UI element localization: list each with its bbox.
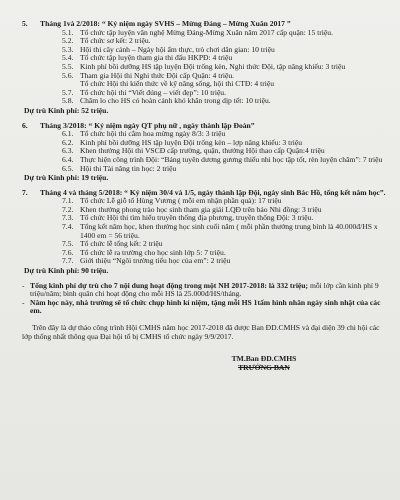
item-text: Thực hiện công trình Đội: “Bảng tuyên dương gương thiếu nhi học tập tốt, rèn luyện chăm”: 7 triệu — [80, 154, 383, 164]
item-number: 6.4. — [62, 154, 74, 164]
item-text: Tổ chức sơ kết: 2 triệu. — [80, 36, 151, 46]
section-7 — [22, 189, 386, 276]
item-text: Tham gia Hội thi Nghi thức Đội cấp Quận: 4 triệu. — [80, 70, 235, 80]
signature-org: TM.Ban ĐD.CMHS — [231, 354, 297, 364]
item-text: Hội thi Tài năng tin học: 2 triệu — [80, 163, 177, 173]
item-text: Tổ chức Hội thi kiến thức về kỹ năng sống, hội thi CTĐ: 4 triệu — [80, 79, 275, 89]
section-budget: Dự trù Kinh phí: 19 triệu. — [24, 173, 109, 183]
item-text: Khen thưởng Hội thi VSCĐ cấp trường, quận, thưởng Hội thao cấp Quận:4 triệu — [80, 146, 325, 156]
section-budget: Dự trù Kinh phí: 90 triệu. — [24, 266, 109, 276]
section-number: 7. — [22, 187, 28, 197]
item-number: 6.5. — [62, 163, 74, 173]
summary-text: Năm học này, nhà trường sẽ tổ chức chụp hình kỉ niệm, tặng mỗi HS 1tấm hình nhân ngày sinh nhật của các em. — [30, 297, 381, 316]
section-title: Tháng 4 và tháng 5/2018: “ Kỷ niệm 30/4 và 1/5, ngày thành lập Đội, ngày sinh Bác Hồ, tổng kết năm học”. — [40, 187, 386, 197]
item-number: 5.4. — [62, 53, 74, 63]
list-item — [62, 165, 386, 174]
summary-total: Tổng kinh phí dự trù cho 7 nội dung hoạt động trong một NH 2017-2018: là 332 triệu; — [30, 280, 309, 290]
item-text: Tổ chức lễ ra trường cho học sinh lớp 5: 7 triệu. — [80, 247, 226, 257]
item-number: 6.2. — [62, 137, 74, 147]
item-list — [62, 197, 386, 266]
budget-summary — [22, 282, 386, 316]
item-number: 5.6. — [62, 70, 74, 80]
summary-detail: mỗi lớp cần kinh phí 9 triệu/năm; bình quân chi hoạt động cho mỗi HS là 25.000đ/HS/tháng. — [30, 280, 379, 299]
dash-bullet-icon: - — [22, 297, 25, 307]
item-text: Giới thiệu “Ngôi trường tiểu học của em”: 2 triệu — [80, 256, 231, 266]
summary-line — [22, 282, 386, 299]
item-number: 5.3. — [62, 44, 74, 54]
section-title: Tháng 1và 2/2018: “ Kỷ niệm ngày SVHS – Mừng Đảng – Mừng Xuân 2017 ” — [40, 19, 291, 28]
item-text: Chăm lo cho HS có hoàn cảnh khó khăn trong dịp tết: 10 triệu. — [80, 96, 271, 106]
item-text: Tổ chức tập luyện văn nghệ Mừng Đảng-Mừng Xuân năm 2017 cấp quận: 15 triệu. — [80, 27, 333, 37]
section-number: 5. — [22, 19, 28, 28]
item-number: 6.3. — [62, 146, 74, 156]
section-title: Tháng 3/2018: “ Kỷ niệm ngày QT phụ nữ , ngày thành lập Đoàn” — [40, 120, 255, 130]
section-5 — [22, 20, 386, 116]
item-number: 5.7. — [62, 87, 74, 97]
item-number: 5.1. — [62, 27, 74, 37]
item-text: Kinh phí bồi dưỡng HS tập luyện Đội trống kèn, Nghi thức Đội, tập năng khiếu: 3 triệu — [80, 61, 346, 71]
item-number: 7.1. — [62, 196, 74, 206]
item-number: 7.2. — [62, 204, 74, 214]
summary-line — [22, 299, 386, 316]
signature-role: TRƯỞNG BAN — [238, 362, 290, 372]
item-number: 7.6. — [62, 247, 74, 257]
section-budget: Dự trù Kinh phí: 52 triệu. — [24, 105, 109, 115]
item-number: 7.4. — [62, 222, 74, 232]
list-item — [62, 257, 386, 266]
signature-block — [22, 355, 386, 372]
summary-text — [30, 282, 386, 299]
item-list — [62, 29, 386, 106]
item-text: Tổ chức lễ tổng kết: 2 triệu — [80, 239, 163, 249]
item-number: 5.8. — [62, 96, 74, 106]
dash-bullet-icon: - — [22, 280, 25, 290]
item-text: Tổ chức Hội thi tìm hiểu truyền thống địa phương, truyền thống Đội: 3 triệu. — [80, 213, 314, 223]
item-text: Hội thi cây cảnh – Ngày hội ẩm thực, trò chơi dân gian: 10 triệu — [80, 44, 275, 54]
item-list — [62, 130, 386, 173]
item-number: 6.1. — [62, 129, 74, 139]
item-text: Kinh phí bồi dưỡng HS tập luyện Đội trống kèn – lợp năng khiếu: 3 triệu — [80, 137, 303, 147]
item-number: 7.7. — [62, 256, 74, 266]
item-text: Tổng kết năm học, khen thưởng học sinh cuối năm ( mỗi phần thưởng trung bình là 40.000đ/HS x 1400 em = 56 triệu. — [80, 222, 378, 240]
item-number: 5.2. — [62, 36, 74, 46]
list-item — [62, 97, 386, 106]
closing-paragraph: Trên đây là dự thảo công trình Hội CMHS năm học 2017-2018 đã được Ban ĐD.CMHS và đại diện 39 chi hội các lớp thống nhất thông qua Đại hội tổ bị CMHS tổ chức ngày 9/9/2017. — [22, 323, 380, 341]
item-number: 7.3. — [62, 213, 74, 223]
item-text: Tổ chức hội thi “Viết đúng – viết đẹp”: 10 triệu. — [80, 87, 227, 97]
item-number: 7.5. — [62, 239, 74, 249]
item-text: Tổ chức Lễ giỗ tổ Hùng Vương ( mỗi em nhận phần quà): 17 triệu — [80, 196, 282, 206]
item-text: Tổ chức hội thi cắm hoa mừng ngày 8/3: 3 triệu — [80, 129, 226, 139]
list-item — [62, 223, 386, 240]
section-number: 6. — [22, 120, 28, 130]
item-number: 5.5. — [62, 61, 74, 71]
item-text: Khen thưởng phong trào học sinh tham gia giải LQĐ trên báo Nhi đồng: 3 triệu — [80, 204, 322, 214]
section-6 — [22, 122, 386, 183]
item-text: Tổ chức tập luyện tham gia thi đấu HKPĐ: 4 triệu — [80, 53, 233, 63]
